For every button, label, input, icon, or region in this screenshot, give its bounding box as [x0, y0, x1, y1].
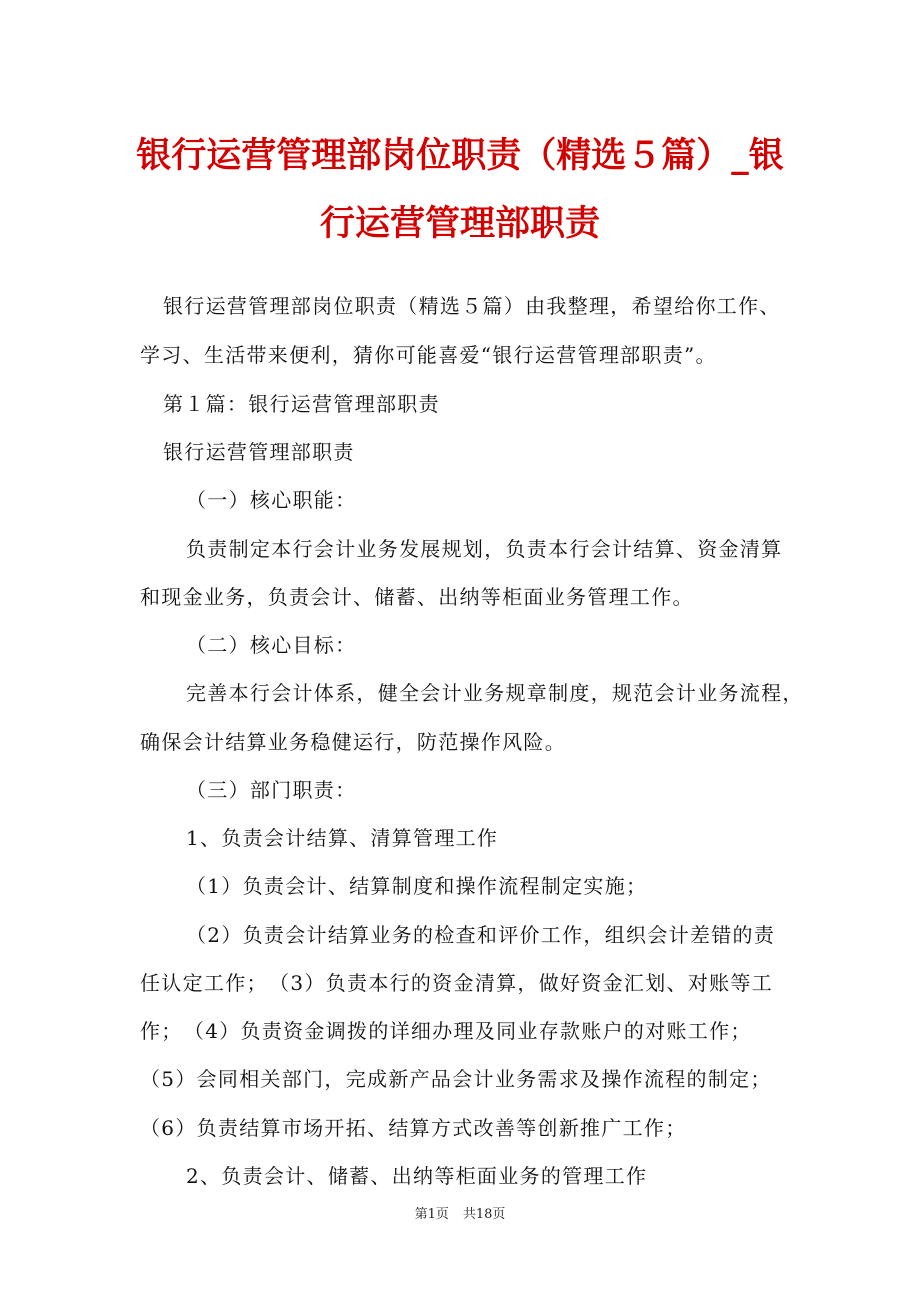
duty-2-heading: 2、负责会计、储蓄、出纳等柜面业务的管理工作: [186, 1164, 648, 1188]
core-function-line-2: 和现金业务，负责会计、储蓄、出纳等柜面业务管理工作。: [140, 585, 694, 609]
core-goal-line-1: 完善本行会计体系，健全会计业务规章制度，规范会计业务流程，: [186, 681, 804, 705]
document-title-line-1: 银行运营管理部岗位职责（精选５篇）_银: [136, 136, 784, 176]
duty-1-item-5: （5）会同相关部门，完成新产品会计业务需求及操作流程的制定；: [140, 1067, 772, 1091]
subheading: 银行运营管理部职责: [163, 440, 355, 464]
item-heading-core-goal: （二）核心目标：: [186, 633, 357, 657]
intro-paragraph-line-2: 学习、生活带来便利，猜你可能喜爱“银行运营管理部职责”。: [140, 343, 717, 367]
page-footer: [0, 1206, 920, 1224]
document-title-line-2: 行运营管理部职责: [319, 204, 600, 244]
page-number: 第1页: [414, 1207, 449, 1222]
duty-1-item-1: （1）负责会计、结算制度和操作流程制定实施；: [186, 874, 648, 898]
core-function-line-1: 负责制定本行会计业务发展规划，负责本行会计结算、资金清算: [186, 537, 783, 561]
intro-paragraph-line-1: 银行运营管理部岗位职责（精选５篇）由我整理，希望给你工作、: [163, 294, 781, 318]
section-heading: 第１篇：银行运营管理部职责: [163, 392, 440, 416]
duty-1-heading: 1、负责会计结算、清算管理工作: [186, 826, 499, 850]
duty-1-item-3-line: 作； （4）负责资金调拨的详细办理及同业存款账户的对账工作；: [140, 1019, 752, 1043]
page-total: 共18页: [462, 1207, 506, 1222]
core-goal-line-2: 确保会计结算业务稳健运行，防范操作风险。: [140, 730, 566, 754]
duty-1-item-6: （6）负责结算市场开拓、结算方式改善等创新推广工作；: [140, 1116, 687, 1140]
duty-1-item-2-line-2: 任认定工作； （3）负责本行的资金清算，做好资金汇划、对账等工: [140, 971, 774, 995]
item-heading-dept-duties: （三）部门职责：: [186, 778, 357, 802]
duty-1-item-2-line-1: （2）负责会计结算业务的检查和评价工作，组织会计差错的责: [186, 923, 776, 947]
item-heading-core-function: （一）核心职能：: [186, 488, 357, 512]
